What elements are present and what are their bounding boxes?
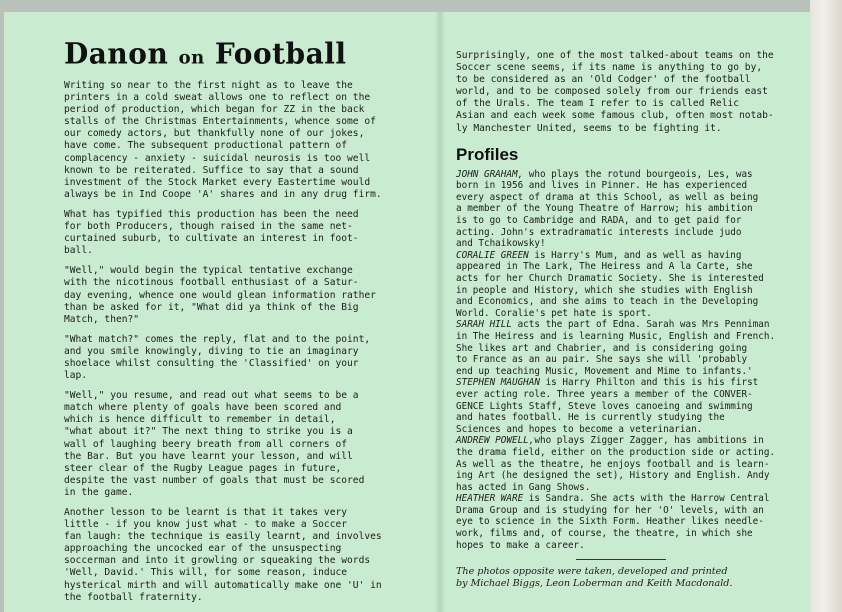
profile-text: who plays Zigger Zagger, has ambitions in the drama field, either on the production side or acting. As well as the theatre, he enjoys football and is learn- ing Art (he designed the set), History and English. Andy has acted in Gang Shows. — [456, 435, 776, 493]
profile-entry — [456, 319, 788, 377]
profile-entry — [456, 169, 788, 250]
profile-text: is Harry's Mum, and as well as having appeared in The Lark, The Heiress and A la Carte, she acts for her Church Dramatic Society. She is interested in people and History, which she studies with English and Economics, and she aims to teach in the Developing World. Coralie's pet hate is sport. — [456, 249, 764, 319]
profile-text: acts the part of Edna. Sarah was Mrs Penniman in The Heiress and is learning Music, English and French. She likes art and Chabrier, and is considering going to France as an au pair. She says she will 'probably end up teaching Music, Movement and Mime to infants.' — [456, 319, 776, 377]
profile-name: STEPHEN MAUGHAN — [456, 377, 540, 389]
profile-name: ANDREW POWELL, — [456, 435, 535, 447]
profile-text: who plays the rotund bourgeois, Les, was born in 1956 and lives in Pinner. He has experienced every aspect of drama at this School, as well as being a member of the Young Theatre of Harrow; his ambition is to go to Cambridge and RADA, and to get paid for acting. John's extradramatic interests include judo and Tchaikowsky! — [456, 168, 759, 250]
profile-entry — [456, 377, 788, 435]
profile-entry — [456, 493, 788, 551]
article-paragraph: Writing so near to the first night as to leave the printers in a cold sweat allows one to reflect on the period of production, which began for ZZ in the back stalls of the Christmas Entertainments, whence some of our comedy actors, but thankfully none of our jokes, have come. The subsequent productional pattern of complacency - anxiety - suicidal neurosis is too well known to be reiterated. Suffice to say that a sound investment of the Stock Market every Eastertime would always be in Ind Coope 'A' shares and in any drug firm. — [64, 80, 382, 200]
title-word-3: Football — [214, 36, 347, 71]
profile-entry — [456, 250, 788, 320]
profiles-heading: Profiles — [456, 144, 519, 164]
profile-name: CORALIE GREEN — [456, 249, 529, 261]
profile-name: HEATHER WARE — [456, 493, 524, 505]
title-word-2: on — [178, 46, 205, 69]
article-paragraph: "Well," would begin the typical tentative exchange with the nicotinous football enthusiast of a Satur- day evening, whence one would glean information rather than be asked for it, "What did ya think of the Big Match, then?" — [64, 265, 376, 325]
profile-name: SARAH HILL — [456, 319, 512, 331]
photo-credits: The photos opposite were taken, developed and printed by Michael Biggs, Leon Loberman and Keith Macdonald. — [456, 566, 733, 590]
profile-text: is Harry Philton and this is his first ever acting role. Three years a member of the CONVER- GENCE Lights Staff, Steve loves canoeing and swimming and hates football. He is currently studying the Sciences and hopes to become a veterinarian. — [456, 377, 759, 435]
article-paragraph: "What match?" comes the reply, flat and to the point, and you smile knowingly, diving to tie an imaginary shoelace whilst consulting the 'Classified' on your lap. — [64, 333, 371, 382]
profile-text: is Sandra. She acts with the Harrow Central Drama Group and is studying for her 'O' levels, with an eye to science in the Sixth Form. Heather likes needle- work, films and, of course, the theatre, in which she hopes to make a career. — [456, 493, 770, 551]
title-word-1: Danon — [64, 36, 169, 71]
article-paragraph: What has typified this production has been the need for both Producers, though raised in the same net- curtained suburb, to cultivate an interest in foot- ball. — [64, 208, 359, 257]
article-paragraph: Another lesson to be learnt is that it takes very little - if you know just what - to make a Soccer fan laugh: the technique is easily learnt, and involves approaching the uncocked ear of the unsuspecting soccerman and into it growling or squeaking the words 'Well, David.' This will, for some reason, induce hysterical mirth and will automatically make one 'U' in the football fraternity. — [64, 507, 382, 603]
article-column — [64, 38, 394, 612]
article-paragraph: "Well," you resume, and read out what seems to be a match where plenty of goals have been scored and which is hence difficult to remember in detail, "what about it?" The next thing to strike you is a wall of laughing beery breath from all corners of the Bar. But you have learnt your lesson, and will steer clear of the Rugby League pages in future, despite the vast number of goals that must be scored in the game. — [64, 390, 365, 498]
right-column — [456, 50, 788, 590]
credits-divider — [576, 559, 666, 560]
next-page-edge — [810, 0, 842, 612]
profile-name: JOHN GRAHAM, — [456, 168, 524, 180]
article-title — [64, 37, 394, 75]
page-fold — [435, 12, 445, 612]
profile-entry — [456, 435, 788, 493]
article-continuation: Surprisingly, one of the most talked-about teams on the Soccer scene seems, if its name is anything to go by, to be considered as an 'Old Codger' of the football world, and to be composed solely from our friends east of the Urals. The team I refer to is called Relic Asian and each week some famous club, often most notab- ly Manchester United, seems to be fighting it. — [456, 50, 774, 134]
